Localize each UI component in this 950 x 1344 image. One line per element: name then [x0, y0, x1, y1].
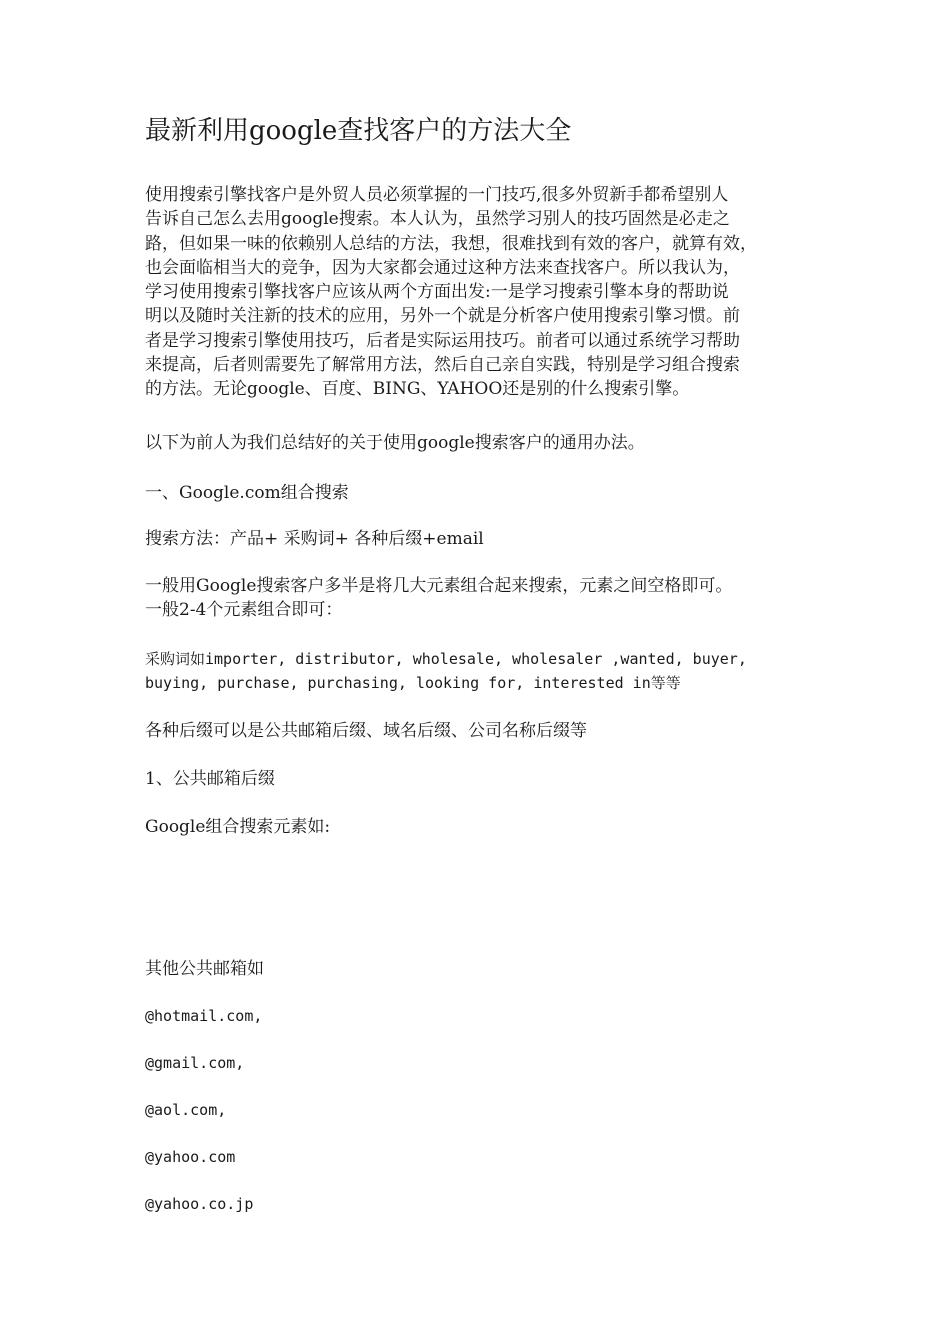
search-method-paragraph: 搜索方法：产品+ 采购词+ 各种后缀+email — [145, 529, 484, 549]
intro-line: 路，但如果一味的依赖别人总结的方法，我想，很难找到有效的客户，就算有效， — [145, 233, 757, 254]
intro-line: 来提高，后者则需要先了解常用方法，然后自己亲自实践，特别是学习组合搜索 — [145, 355, 740, 376]
intro-line: 学习使用搜索引擎找客户应该从两个方面出发:一是学习搜索引擎本身的帮助说 — [145, 282, 729, 303]
mailbox-item: @yahoo.co.jp — [145, 1195, 254, 1213]
combo-example-paragraph: Google组合搜索元素如: — [145, 817, 331, 837]
intro-line: 使用搜索引擎找客户是外贸人员必须掌握的一门技巧,很多外贸新手都希望别人 — [145, 185, 729, 205]
intro-line: 也会面临相当大的竞争，因为大家都会通过这种方法来查找客户。所以我认为， — [145, 257, 740, 278]
mailbox-item: @gmail.com, — [145, 1054, 245, 1072]
mailbox-item: @hotmail.com, — [145, 1007, 263, 1025]
document-title: 最新利用google查找客户的方法大全 — [145, 116, 572, 146]
mailbox-item: @yahoo.com — [145, 1148, 236, 1166]
purchase-words-line: buying, purchase, purchasing, looking for, interested in等等 — [145, 674, 681, 693]
section-heading: 一、Google.com组合搜索 — [145, 483, 349, 503]
intro-line: 明以及随时关注新的技术的应用，另外一个就是分析客户使用搜索引擎习惯。前 — [145, 306, 740, 327]
summary-paragraph: 以下为前人为我们总结好的关于使用google搜索客户的通用办法。 — [145, 433, 645, 453]
mailbox-item: @aol.com, — [145, 1101, 227, 1119]
other-mailboxes-paragraph: 其他公共邮箱如 — [145, 959, 264, 979]
combo-note-line: 一般2-4个元素组合即可： — [145, 600, 343, 621]
intro-line: 告诉自己怎么去用google搜索。本人认为，虽然学习别人的技巧固然是必走之 — [145, 209, 730, 230]
combo-note-line: 一般用Google搜索客户多半是将几大元素组合起来搜索，元素之间空格即可。 — [145, 576, 733, 596]
suffix-note-paragraph: 各种后缀可以是公共邮箱后缀、域名后缀、公司名称后缀等 — [145, 721, 587, 741]
combo-note-paragraph — [145, 574, 810, 623]
purchase-words-paragraph — [145, 647, 810, 696]
intro-line: 的方法。无论google、百度、BING、YAHOO还是别的什么搜索引擎。 — [145, 379, 690, 400]
intro-paragraph — [145, 183, 810, 402]
intro-line: 者是学习搜索引擎使用技巧，后者是实际运用技巧。前者可以通过系统学习帮助 — [145, 330, 740, 351]
purchase-words-line: 采购词如importer, distributor, wholesale, wholesaler ,wanted, buyer, — [145, 650, 747, 668]
subsection-heading: 1、公共邮箱后缀 — [145, 769, 275, 789]
